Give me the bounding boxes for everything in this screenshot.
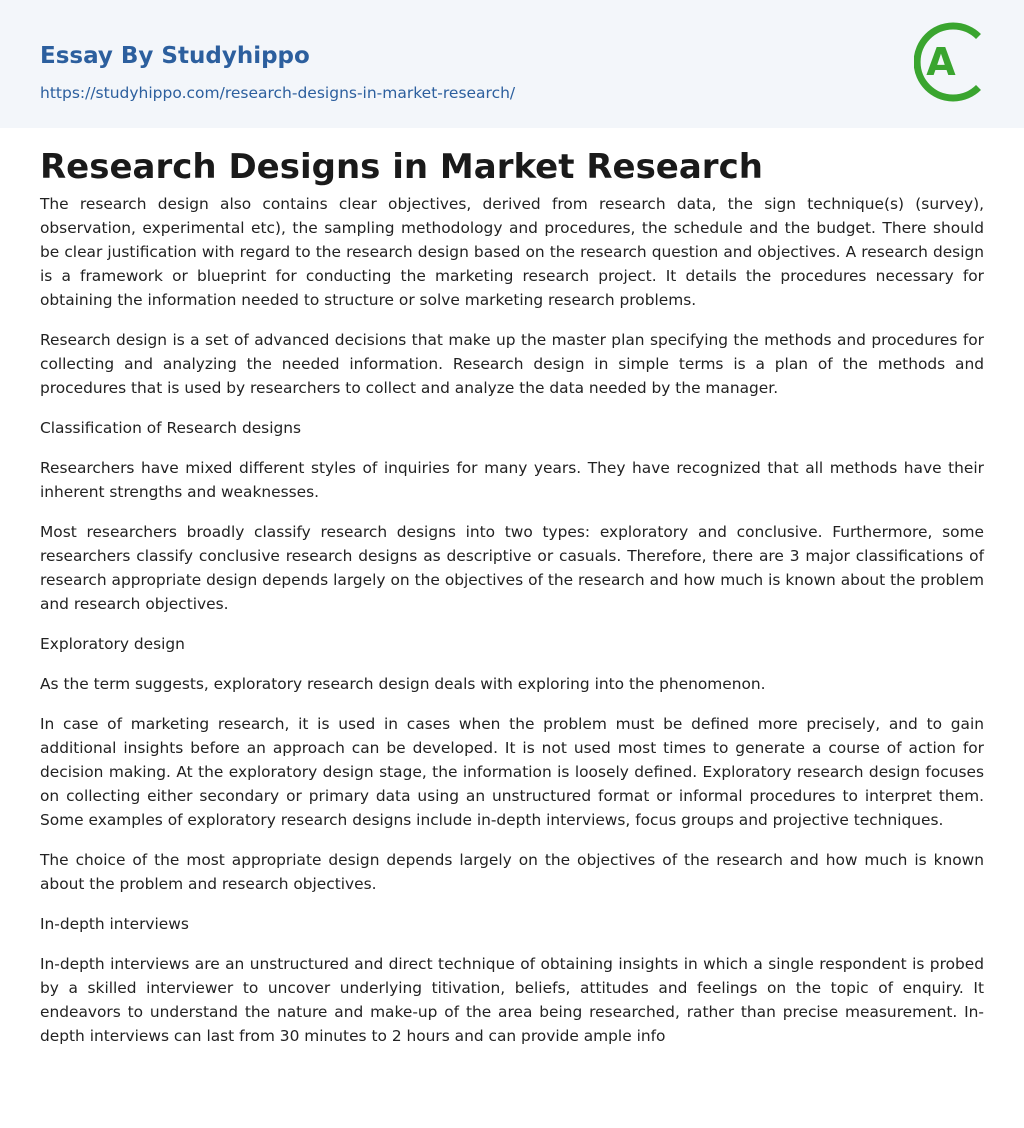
logo-letter: A bbox=[926, 40, 956, 84]
paragraph: Most researchers broadly classify research designs into two types: exploratory and conclusive. Furthermore, some researchers classify conclusive research designs as descriptive or casuals. Therefore, there are 3 major classifications of research appropriate design depends largely on the objectives of the research and how much is known about the problem and research objectives. bbox=[40, 523, 984, 613]
article bbox=[0, 146, 1024, 1048]
section-heading: Classification of Research designs bbox=[40, 419, 302, 437]
paragraph: In case of marketing research, it is used in cases when the problem must be defined more precisely, and to gain additional insights before an approach can be developed. It is not used most times to generate a course of action for decision making. At the exploratory design stage, the information is loosely defined. Exploratory research design focuses on collecting either secondary or primary data using an unstructured format or informal procedures to interpret them. Some examples of exploratory research designs include in-depth interviews, focus groups and projective techniques. bbox=[40, 715, 984, 829]
paragraph: Researchers have mixed different styles of inquiries for many years. They have recognized that all methods have their inherent strengths and weaknesses. bbox=[40, 459, 984, 501]
paragraph: The research design also contains clear objectives, derived from research data, the sign technique(s) (survey), observation, experimental etc), the sampling methodology and procedures, the schedule and the budget. There should be clear justification with regard to the research design based on the research question and objectives. A research design is a framework or blueprint for conducting the marketing research project. It details the procedures necessary for obtaining the information needed to structure or solve marketing research problems. bbox=[40, 195, 984, 309]
paragraph: In-depth interviews are an unstructured and direct technique of obtaining insights in which a single respondent is probed by a skilled interviewer to uncover underlying titivation, beliefs, attitudes and feelings on the topic of enquiry. It endeavors to understand the nature and make-up of the area being researched, rather than precise measurement. In-depth interviews can last from 30 minutes to 2 hours and can provide ample info bbox=[40, 955, 984, 1045]
page-title: Research Designs in Market Research bbox=[40, 147, 763, 187]
section-heading: In-depth interviews bbox=[40, 915, 189, 933]
article-url-link[interactable]: https://studyhippo.com/research-designs-in-market-research/ bbox=[40, 84, 516, 102]
section-heading: Exploratory design bbox=[40, 635, 185, 653]
paragraph: As the term suggests, exploratory research design deals with exploring into the phenomenon. bbox=[40, 675, 766, 693]
page-header bbox=[0, 0, 1024, 128]
paragraph: Research design is a set of advanced decisions that make up the master plan specifying the methods and procedures for collecting and analyzing the needed information. Research design in simple terms is a plan of the methods and procedures that is used by researchers to collect and analyze the data needed by the manager. bbox=[40, 331, 984, 397]
paragraph: The choice of the most appropriate design depends largely on the objectives of the research and how much is known about the problem and research objectives. bbox=[40, 851, 984, 893]
studyhippo-logo-icon[interactable] bbox=[914, 18, 986, 106]
site-brand[interactable]: Essay By Studyhippo bbox=[40, 43, 310, 69]
